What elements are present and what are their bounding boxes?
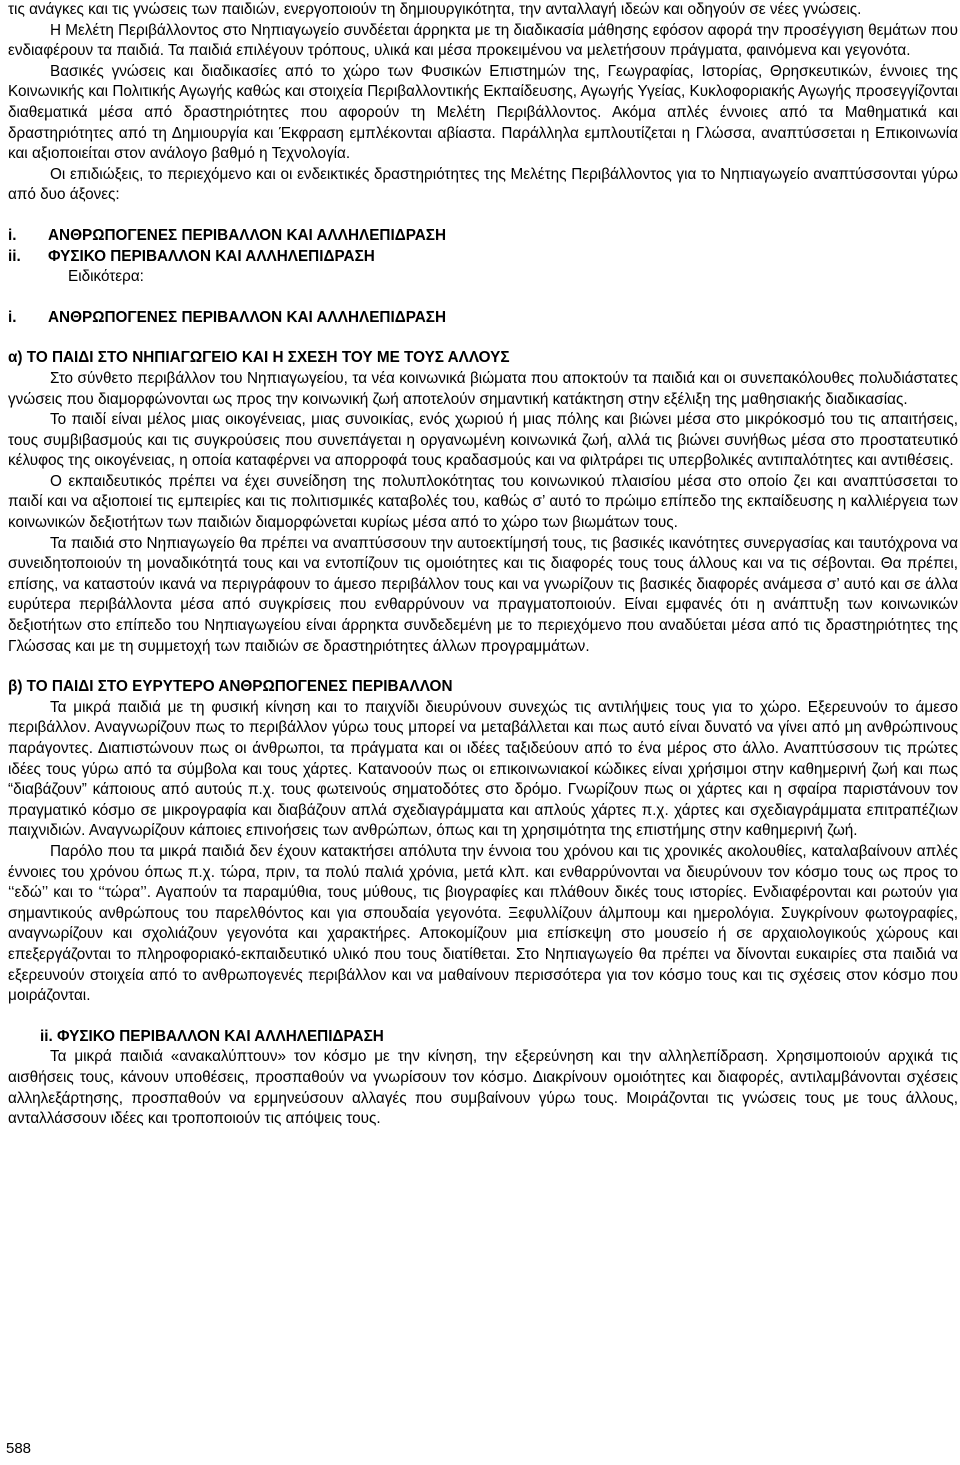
section-title: ΑΝΘΡΩΠΟΓΕΝΕΣ ΠΕΡΙΒΑΛΛΟΝ ΚΑΙ ΑΛΛΗΛΕΠΙΔΡΑΣΗ	[48, 308, 447, 326]
axis-item-1	[8, 226, 958, 247]
axis-item-label: ΑΝΘΡΩΠΟΓΕΝΕΣ ΠΕΡΙΒΑΛΛΟΝ ΚΑΙ ΑΛΛΗΛΕΠΙΔΡΑΣΗ	[48, 226, 447, 244]
page-number: 588	[6, 1440, 32, 1457]
section-number: i.	[8, 308, 17, 326]
axis-item-label: ΦΥΣΙΚΟ ΠΕΡΙΒΑΛΛΟΝ ΚΑΙ ΑΛΛΗΛΕΠΙΔΡΑΣΗ	[48, 247, 375, 265]
subsection-b-heading: β) ΤΟ ΠΑΙΔΙ ΣΤΟ ΕΥΡΥΤΕΡΟ ΑΝΘΡΩΠΟΓΕΝΕΣ ΠΕΡΙΒΑΛΛΟΝ	[8, 678, 453, 696]
subsection-b-paragraph-1: Τα μικρά παιδιά με τη φυσική κίνηση και το παιχνίδι διευρύνουν συνεχώς τις αντιλήψεις τους για το χώρο. Εξερευνούν το άμεσο περιβάλλον. Αναγνωρίζουν πως το περιβάλλον γύρω τους μπορεί να μεταβάλλεται και πως αυτό είναι δυνατό να γίνει από μη ανθρώπινους παράγοντες. Διαπιστώνουν πως οι άνθρωποι, τα πράγματα και οι ιδέες ταξιδεύουν από το ένα μέρος στο άλλο. Αναπτύσσουν τις πρώτες ιδέες τους γύρω από τα σύμβολα και τους χάρτες. Κατανοούν πως οι επικοινωνιακοί κώδικες είναι χρήσιμοι στην καθημερινή ζωή και πως “διαβάζουν” κάποιους από αυτούς π.χ. τους φωτεινούς σηματοδότες στο δρόμο. Γνωρίζουν πως οι χάρτες και η σφαίρα παριστάνουν τον πραγματικό κόσμο σε μικρογραφία και διαβάζουν απλά σχεδιαγράμματα και απλούς χάρτες π.χ. χάρτες και σχεδιαγράμματα επιτραπέζιων παιχνιδιών. Αναγνωρίζουν κάποιες επινοήσεις των ανθρώπων, όπως και τη χρησιμότητα της επιστήμης στην καθημερινή ζωή.	[8, 698, 958, 840]
section-ii-paragraph: Τα μικρά παιδιά «ανακαλύπτουν» τον κόσμο με την κίνηση, την εξερεύνηση και την αλληλεπίδραση. Χρησιμοποιούν αρχικά τις αισθήσεις τους, κάνουν υποθέσεις, προσπαθούν να γνωρίσουν τον κόσμο. Διακρίνουν ομοιότητες και διαφορές, αντιλαμβάνονται σχέσεις αλληλεξάρτησης, προσπαθούν να ερμηνεύσουν αλλαγές που συμβαίνουν γύρω τους. Μοιράζονται τις γνώσεις τους με τους άλλους, ανταλλάσσουν ιδέες και τροποποιούν τις απόψεις τους.	[8, 1048, 958, 1128]
intro-paragraph-environment: Η Μελέτη Περιβάλλοντος στο Νηπιαγωγείο συνδέεται άρρηκτα με τη διαδικασία μάθησης εφόσον αφορά την προσέγγιση θεμάτων που ενδιαφέρουν τα παιδιά. Τα παιδιά επιλέγουν τρόπους, υλικά και μέσα προκειμένου να μελετήσουν πράγματα, φαινόμενα και γεγονότα.	[8, 21, 958, 60]
subsection-b-paragraph-2: Παρόλο που τα μικρά παιδιά δεν έχουν κατακτήσει απόλυτα την έννοια του χρόνου και τις χρονικές ακολουθίες, καταλαβαίνουν απλές έννοιες του χρόνου όπως π.χ. τώρα, πριν, τα πολύ παλιά χρόνια, μετά κλπ. και ενθαρρύνονται να διευρύνουν τον κόσμο τους ως προς το ‘‘εδώ’’ και το ‘‘τώρα’’. Αγαπούν τα παραμύθια, τους μύθους, τις βιογραφίες και πλάθουν δικές τους ιστορίες. Ενδιαφέρονται και ρωτούν για σημαντικούς ανθρώπους του παρελθόντος και για σπουδαία γεγονότα. Ξεφυλλίζουν άλμπουμ και ημερολόγια. Συγκρίνουν φωτογραφίες, αναγνωρίζουν και σχολιάζουν γεγονότα και χαρακτήρες. Αποκομίζουν μια επίσκεψη στο μουσείο ή σε αρχαιολογικούς χώρους και επεξεργάζονται το πληροφοριακό-εκπαιδευτικό υλικό που τους διατίθεται. Στο Νηπιαγωγείο θα πρέπει να δίνονται ευκαιρίες στα παιδιά να εξερευνούν στοιχεία από το ανθρωπογενές περιβάλλον και να μαθαίνουν περισσότερα για τον κόσμο τους και τις σχέσεις στον κόσμο που μοιράζονται.	[8, 842, 958, 1005]
intro-paragraph-axes: Οι επιδιώξεις, το περιεχόμενο και οι ενδεικτικές δραστηριότητες της Μελέτης Περιβάλλοντος για το Νηπιαγωγείο αναπτύσσονται γύρω από δυο άξονες:	[8, 165, 958, 204]
section-ii-heading: ii. ΦΥΣΙΚΟ ΠΕΡΙΒΑΛΛΟΝ ΚΑΙ ΑΛΛΗΛΕΠΙΔΡΑΣΗ	[40, 1027, 384, 1045]
subsection-a-paragraph-2: Το παιδί είναι μέλος μιας οικογένειας, μιας συνοικίας, ενός χωριού ή μιας πόλης και βιώνει μέσα στο μικρόκοσμό του τις απαιτήσεις, τους συμβιβασμούς και τις συγκρούσεις που συνεπάγεται η οργανωμένη κοινωνικά ζωή, αλλά τις βιώνει συνήθως μέσα στο προστατευτικό κέλυφος της οικογένειας, η οποία καταφέρνει να απορροφά τους κραδασμούς και να φιλτράρει τις υπερβολικές αντιπαλότητες και αντιθέσεις.	[8, 411, 958, 470]
subsection-a-paragraph-4: Τα παιδιά στο Νηπιαγωγείο θα πρέπει να αναπτύσσουν την αυτοεκτίμησή τους, τις βασικές ικανότητες συνεργασίας και ταυτόχρονα να συνειδητοποιούν τη μοναδικότητά τους και να εντοπίζουν τις ομοιότητες και τις διαφορές τους τους άλλους και να τις σέβονται. Θα πρέπει, επίσης, να καταστούν ικανά να περιγράφουν το άμεσο περιβάλλον τους και να γνωρίζουν τις βασικές διαφορές ανάμεσα σ’ αυτό και σε άλλα ευρύτερα περιβάλλοντα μέσα από συγκρίσεις που ενθαρρύνουν να πραγματοποιούν. Είναι εμφανές ότι η ανάπτυξη των κοινωνικών δεξιοτήτων στο επίπεδο του Νηπιαγωγείου είναι άρρηκτα συνδεδεμένη με το περιεχόμενο που αναδύεται μέσα από τις δραστηριότητες της Γλώσσας και με τη συμμετοχή των παιδιών σε δραστηριότητες άλλων προγραμμάτων.	[8, 534, 958, 655]
document-page	[8, 0, 958, 1130]
section-i-heading	[8, 308, 958, 329]
axis-item-2	[8, 247, 958, 268]
subsection-a-heading: α) ΤΟ ΠΑΙΔΙ ΣΤΟ ΝΗΠΙΑΓΩΓΕΙΟ ΚΑΙ Η ΣΧΕΣΗ ΤΟΥ ΜΕ ΤΟΥΣ ΑΛΛΟΥΣ	[8, 349, 510, 367]
intro-paragraph-knowledge: Βασικές γνώσεις και διαδικασίες από το χώρο των Φυσικών Επιστημών της, Γεωγραφίας, Ιστορίας, Θρησκευτικών, έννοιες της Κοινωνικής και Πολιτικής Αγωγής καθώς και στοιχεία Περιβαλλοντικής Εκπαίδευσης, Αγωγής Υγείας, Κυκλοφοριακής Αγωγής προσεγγίζονται διαθεματικά μέσα από δραστηριότητες που αφορούν τη Μελέτη Περιβάλλοντος. Ακόμα απλές έννοιες από τα Μαθηματικά και δραστηριότητες από τη Δημιουργία και Έκφραση εμπλέκονται αβίαστα. Παράλληλα εμπλουτίζεται η Γλώσσα, αναπτύσσεται η Επικοινωνία και αξιοποιείται στον ανάλογο βαθμό η Τεχνολογία.	[8, 62, 958, 163]
subsection-a-paragraph-3: Ο εκπαιδευτικός πρέπει να έχει συνείδηση της πολυπλοκότητας του κοινωνικού πλαισίου μέσα στο οποίο ζει και αναπτύσσεται το παιδί και να αξιοποιεί τις εμπειρίες και τις πολιτισμικές καταβολές του, καθώς σ’ αυτό το πρώιμο επίπεδο της εκπαίδευσης η καλλιέργεια των κοινωνικών δεξιοτήτων των παιδιών διαμορφώνεται κυρίως μέσα από το χώρο των βιωμάτων τους.	[8, 472, 958, 532]
axis-item-number: i.	[8, 226, 17, 244]
axis-item-number: ii.	[8, 247, 21, 265]
intro-continuation: τις ανάγκες και τις γνώσεις των παιδιών, ενεργοποιούν τη δημιουργικότητα, την ανταλλαγή ιδεών και οδηγούν σε νέες γνώσεις.	[8, 1, 862, 18]
specifically-label: Ειδικότερα:	[68, 268, 144, 286]
subsection-a-paragraph-1: Στο σύνθετο περιβάλλον του Νηπιαγωγείου, τα νέα κοινωνικά βιώματα που αποκτούν τα παιδιά και οι συνεπακόλουθες πολυδιάστατες γνώσεις που διαμορφώνονται ως προς την κοινωνική ζωή αποτελούν σημαντική κατάκτηση στην εξέλιξη της μαθησιακής διαδικασίας.	[8, 369, 958, 408]
